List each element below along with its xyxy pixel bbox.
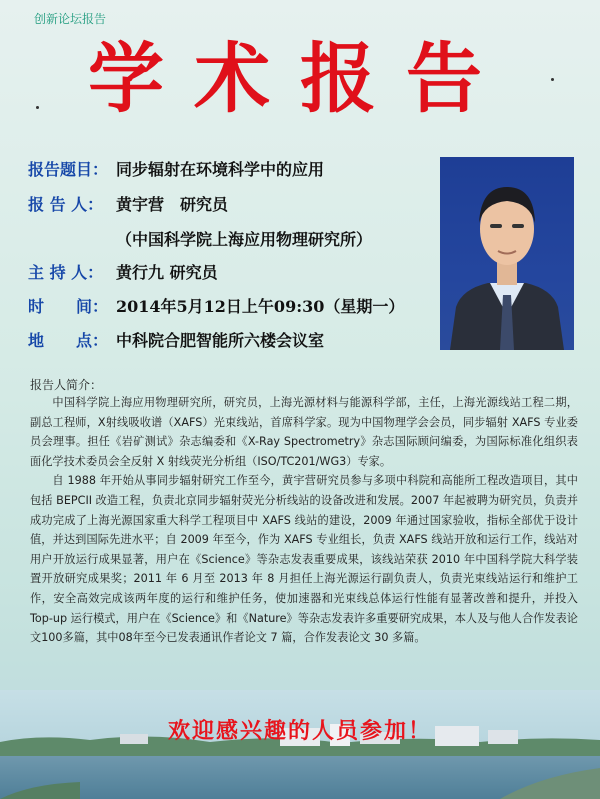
host-row xyxy=(28,262,218,284)
affiliation-value: （中国科学院上海应用物理研究所） xyxy=(116,230,373,249)
affiliation-row xyxy=(28,229,372,251)
bio-paragraph-1: 中国科学院上海应用物理研究所，研究员，上海光源材料与能源科学部，主任，上海光源线站工程二期，副总工程师，X射线吸收谱（XAFS）光束线站，首席科学家。现为中国物理学会会员，同步辐射 XAFS 专业委员会理事。担任《岩矿测试》杂志编委和《X-Ray Spectrometry》杂志国际顾问编委，为国际标准化组织表面化学技术委员会全反射 X 射线荧光分析组（ISO/TC201/WG3）专家。 xyxy=(30,396,578,468)
decorative-dot xyxy=(36,106,39,109)
time-value: 2014年5月12日上午09:30（星期一） xyxy=(116,297,405,316)
time-label: 时 间： xyxy=(28,297,109,316)
place-row xyxy=(28,330,324,352)
bio-heading: 报告人简介： xyxy=(30,378,103,392)
speaker-photo xyxy=(440,157,574,350)
speaker-value: 黄宇营 研究员 xyxy=(116,195,229,214)
place-value: 中科院合肥智能所六楼会议室 xyxy=(116,331,325,350)
host-label: 主 持 人： xyxy=(28,263,104,282)
bio-paragraph-2: 自 1988 年开始从事同步辐射研究工作至今，黄宇营研究员参与多项中科院和高能所工程改造项目，其中包括 BEPCII 改造工程，负责北京同步辐射荧光分析线站的设备改进和发展。2007 年起被聘为研究员，负责并成功完成了上海光源国家重大科学工程项目中 XAFS 线站的建设，2009 年通过国家验收，指标全部优于设计值，并达到国际先进水平；自 2009 年至今，作为 XAFS 专业组长，负责 XAFS 线站开放和运行工作，线站对用户开放运行成果显著，用户在《Science》等杂志发表重要成果，该线站荣获 2010 年中国科学院大科学装置开放研究成果奖；2011 年 6 月至 2013 年 8 月担任上海光源运行副负责人，负责光束线站运行和维护工作，安全高效完成该两年度的运行和维护任务，使加速器和光束线总体运行性能有显著改善和提升，并投入 Top-up 运行模式，用户在《Science》和《Nature》等杂志发表许多重要研究成果，本人及与他人合作发表论文100多篇，其中08年至今已发表通讯作者论文 7 篇，合作发表论文 30 多篇。 xyxy=(30,474,578,645)
page-title: 学术报告 xyxy=(88,34,512,123)
topic-row xyxy=(28,159,324,181)
topic-value: 同步辐射在环境科学中的应用 xyxy=(116,160,325,179)
header-label: 创新论坛报告 xyxy=(34,12,107,26)
bio-text xyxy=(30,393,578,648)
time-row xyxy=(28,296,404,318)
welcome-banner: 欢迎感兴趣的人员参加！ xyxy=(167,719,432,744)
portrait-illustration xyxy=(440,157,574,350)
decorative-dot xyxy=(551,78,554,81)
host-value: 黄行九 研究员 xyxy=(116,263,218,282)
topic-label: 报告题目： xyxy=(28,160,109,179)
speaker-row xyxy=(28,194,228,216)
speaker-label: 报 告 人： xyxy=(28,195,104,214)
place-label: 地 点： xyxy=(28,331,109,350)
